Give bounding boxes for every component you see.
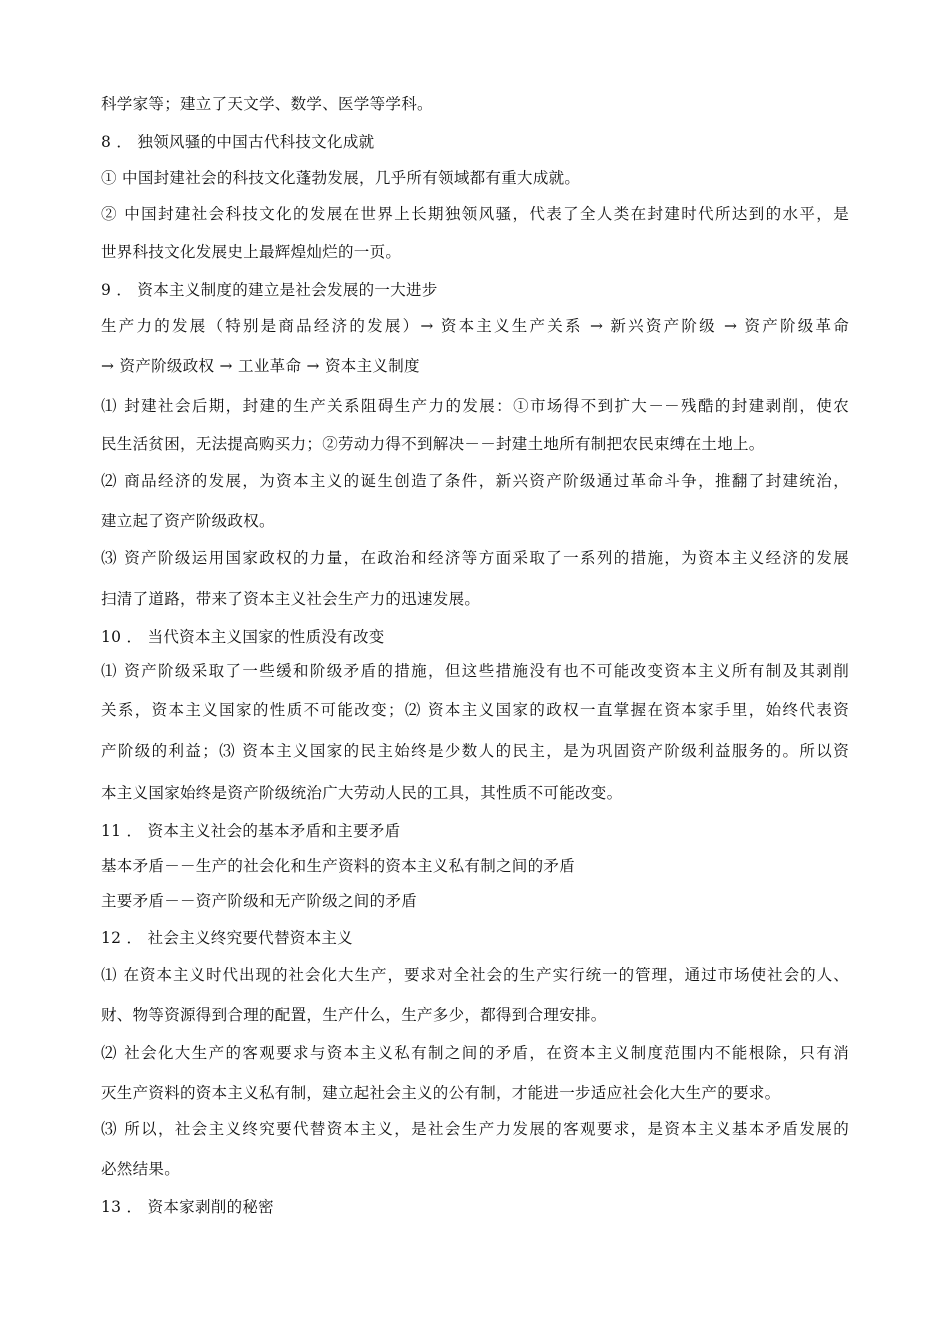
- text-line: 扫清了道路，带来了资本主义社会生产力的迅速发展。: [101, 590, 481, 608]
- text-line: → 资产阶级政权 → 工业革命 → 资本主义制度: [101, 357, 420, 375]
- text-line: 必然结果。: [101, 1160, 181, 1178]
- text-line: 建立起了资产阶级政权。: [101, 512, 275, 530]
- section-heading: 10 ． 当代资本主义国家的性质没有改变: [101, 628, 385, 646]
- text-line: ⑶ 资产阶级运用国家政权的力量，在政治和经济等方面采取了一系列的措施，为资本主义经济的发展: [101, 549, 849, 567]
- text-line: 本主义国家始终是资产阶级统治广大劳动人民的工具，其性质不可能改变。: [101, 784, 623, 802]
- text-line: ② 中国封建社会科技文化的发展在世界上长期独领风骚，代表了全人类在封建时代所达到的水平，是: [101, 205, 849, 223]
- text-line: 产阶级的利益；⑶ 资本主义国家的民主始终是少数人的民主，是为巩固资产阶级利益服务的。所以资: [101, 742, 849, 760]
- text-line: ① 中国封建社会的科技文化蓬勃发展，几乎所有领域都有重大成就。: [101, 169, 581, 187]
- section-heading: 13 ． 资本家剥削的秘密: [101, 1198, 274, 1216]
- text-line: 生产力的发展（特别是商品经济的发展）→ 资本主义生产关系 → 新兴资产阶级 → 资产阶级革命: [101, 317, 849, 335]
- text-line: ⑶ 所以，社会主义终究要代替资本主义，是社会生产力发展的客观要求，是资本主义基本矛盾发展的: [101, 1120, 849, 1138]
- text-line: 世界科技文化发展史上最辉煌灿烂的一页。: [101, 243, 402, 261]
- text-line: ⑴ 资产阶级采取了一些缓和阶级矛盾的措施，但这些措施没有也不可能改变资本主义所有制及其剥削: [101, 662, 849, 680]
- text-line: ⑵ 商品经济的发展，为资本主义的诞生创造了条件，新兴资产阶级通过革命斗争，推翻了封建统治，: [101, 472, 849, 490]
- text-line: 主要矛盾－－资产阶级和无产阶级之间的矛盾: [101, 892, 418, 910]
- text-line: ⑵ 社会化大生产的客观要求与资本主义私有制之间的矛盾，在资本主义制度范围内不能根除，只有消: [101, 1044, 849, 1062]
- text-line: 民生活贫困，无法提高购买力；②劳动力得不到解决－－封建土地所有制把农民束缚在土地上。: [101, 435, 765, 453]
- text-line: ⑴ 在资本主义时代出现的社会化大生产，要求对全社会的生产实行统一的管理，通过市场使社会的人、: [101, 966, 849, 984]
- section-heading: 9 ． 资本主义制度的建立是社会发展的一大进步: [101, 281, 438, 299]
- section-heading: 12 ． 社会主义终究要代替资本主义: [101, 929, 353, 947]
- text-line: 基本矛盾－－生产的社会化和生产资料的资本主义私有制之间的矛盾: [101, 857, 576, 875]
- section-heading: 11 ． 资本主义社会的基本矛盾和主要矛盾: [101, 822, 401, 840]
- text-line: 科学家等；建立了天文学、数学、医学等学科。: [101, 95, 433, 113]
- section-heading: 8 ． 独领风骚的中国古代科技文化成就: [101, 133, 375, 151]
- text-line: 财、物等资源得到合理的配置，生产什么，生产多少，都得到合理安排。: [101, 1006, 607, 1024]
- text-line: 灭生产资料的资本主义私有制，建立起社会主义的公有制，才能进一步适应社会化大生产的要求。: [101, 1084, 781, 1102]
- text-line: 关系，资本主义国家的性质不可能改变；⑵ 资本主义国家的政权一直掌握在资本家手里，始终代表资: [101, 701, 849, 719]
- text-line: ⑴ 封建社会后期，封建的生产关系阻碍生产力的发展：①市场得不到扩大－－残酷的封建剥削，使农: [101, 397, 849, 415]
